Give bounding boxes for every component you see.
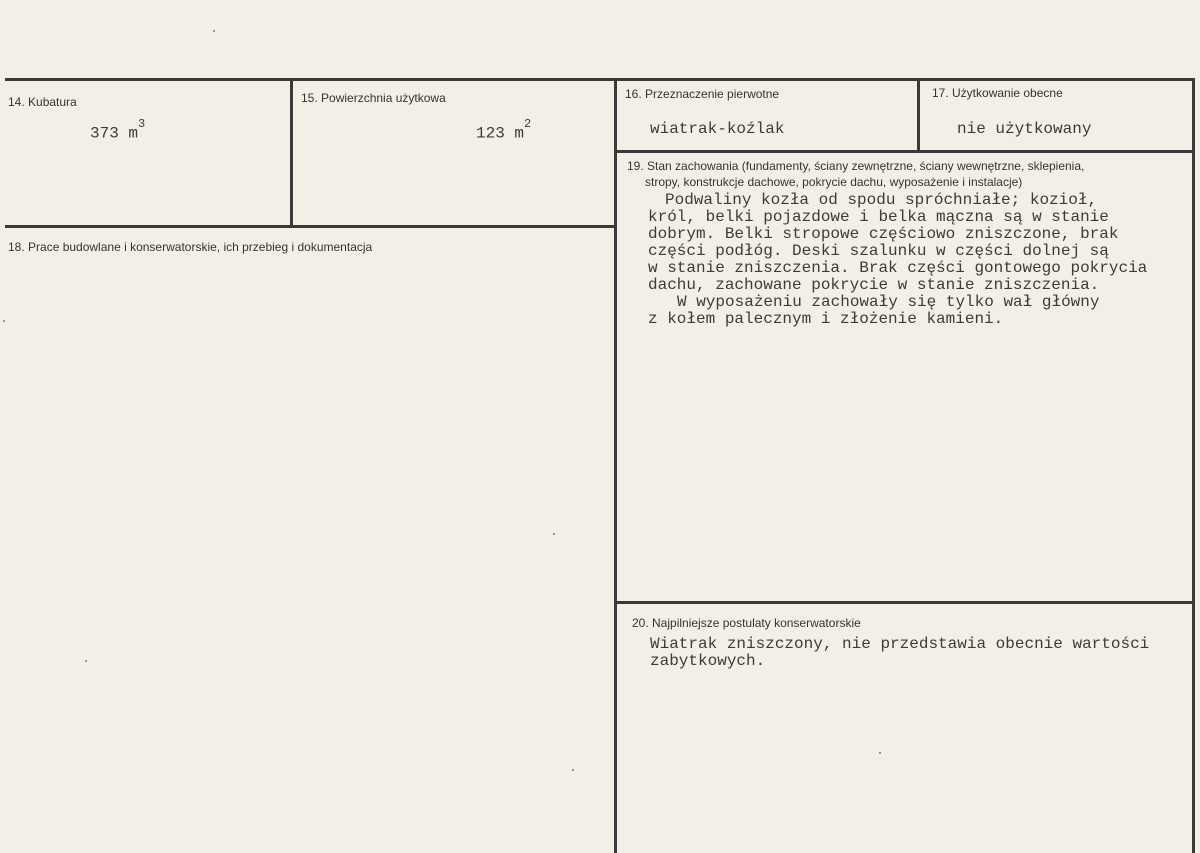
field-20-text-line: zabytkowych. <box>650 652 766 670</box>
main-column-divider <box>614 80 617 853</box>
rule-under-14-15 <box>5 225 617 228</box>
field-17-label: 17. Użytkowanie obecne <box>932 86 1063 100</box>
field-19-label-line1: 19. Stan zachowania (fundamenty, ściany zewnętrzne, ściany wewnętrzne, sklepienia, <box>627 159 1085 173</box>
paper-speck <box>85 660 87 662</box>
field-14-value: 373 $m^3$ <box>90 117 146 143</box>
field-20-label: 20. Najpilniejsze postulaty konserwatorskie <box>632 616 861 630</box>
right-edge-rule <box>1192 80 1195 853</box>
paper-speck <box>572 769 574 771</box>
field-19-text-line: dobrym. Belki stropowe częściowo zniszczone, brak <box>648 225 1119 243</box>
field-15-label: 15. Powierzchnia użytkowa <box>301 91 446 105</box>
field-19-text-line: części podłóg. Deski szalunku w części dolnej są <box>648 242 1109 260</box>
field-19-text-line: Podwaliny kozła od spodu spróchniałe; kozioł, <box>665 191 1098 209</box>
field-16-label: 16. Przeznaczenie pierwotne <box>625 87 780 101</box>
paper-speck <box>879 752 881 754</box>
rule-above-20 <box>617 601 1195 604</box>
divider-14-15 <box>290 80 293 227</box>
paper-speck <box>3 320 5 322</box>
field-19-text-line: dachu, zachowane pokrycie w stanie zniszczenia. <box>648 276 1100 294</box>
field-20-text-line: Wiatrak zniszczony, nie przedstawia obecnie wartości <box>650 635 1150 653</box>
top-rule <box>5 78 1195 81</box>
field-19-text-line: W wyposażeniu zachowały się tylko wał główny <box>677 293 1100 311</box>
paper-speck <box>553 533 555 535</box>
field-14-label: 14. Kubatura <box>8 95 77 109</box>
paper-speck <box>213 30 215 32</box>
field-19-text-line: w stanie zniszczenia. Brak części gontowego pokrycia <box>648 259 1148 277</box>
divider-16-17 <box>917 80 920 152</box>
field-19-text-line: z kołem palecznym i złożenie kamieni. <box>648 310 1004 328</box>
field-15-value: 123 $m^2$ <box>476 117 532 143</box>
field-19-label-line2: stropy, konstrukcje dachowe, pokrycie dachu, wyposażenie i instalacje) <box>645 175 1023 189</box>
rule-under-16-17 <box>617 150 1195 153</box>
field-19-text-line: król, belki pojazdowe i belka mączna są w stanie <box>648 208 1109 226</box>
field-18-label: 18. Prace budowlane i konserwatorskie, ich przebieg i dokumentacja <box>8 240 373 254</box>
field-17-value: nie użytkowany <box>957 120 1092 138</box>
field-16-value: wiatrak-koźlak <box>650 120 785 138</box>
